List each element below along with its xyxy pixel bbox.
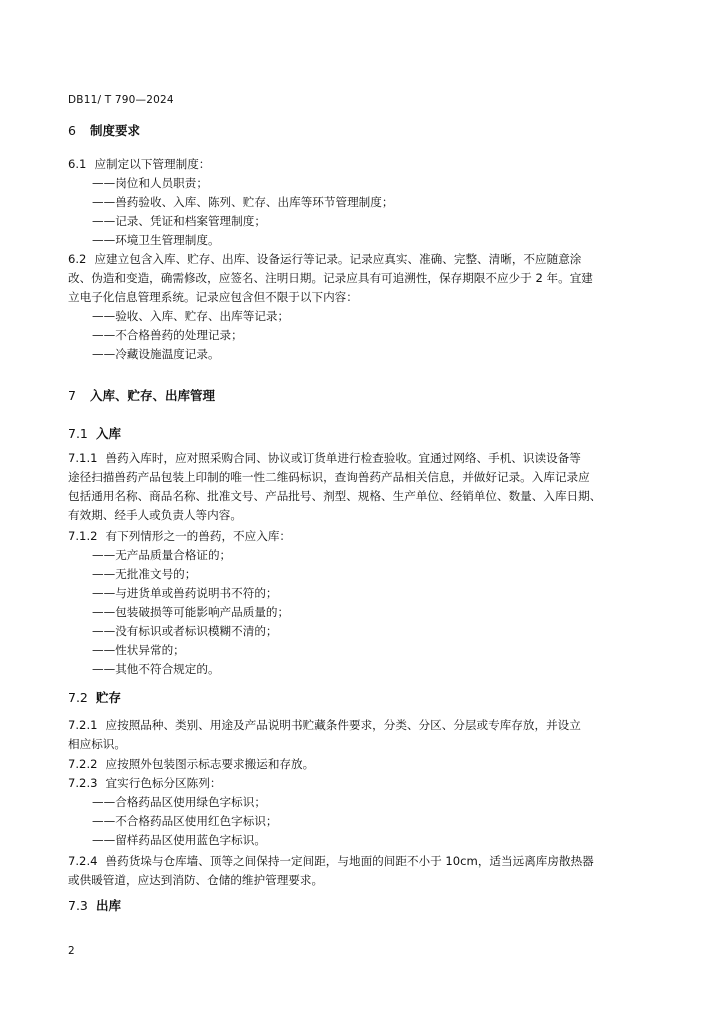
list-item: ——不合格兽药的处理记录；	[92, 328, 243, 342]
subsection-7-3-heading	[68, 896, 121, 914]
clause-number: 7.1.2	[68, 529, 98, 543]
list-item: ——验收、入库、贮存、出库等记录；	[92, 309, 290, 323]
clause-text: 应按照外包装图示标志要求搬运和存放。	[105, 757, 315, 771]
clause-7-2-1	[68, 716, 656, 754]
list-item: ——环境卫生管理制度。	[92, 233, 220, 247]
subsection-title: 出库	[96, 898, 122, 913]
section-number: 6	[68, 123, 76, 138]
clause-number: 7.2.3	[68, 776, 98, 790]
clause-6-1	[68, 155, 656, 174]
clause-number: 7.2.4	[68, 854, 98, 868]
subsection-title: 入库	[96, 426, 122, 441]
list-item: ——无批准文号的；	[92, 567, 197, 581]
clause-line-3: 立电子化信息管理系统。记录应包含但不限于以下内容：	[68, 290, 358, 304]
clause-line-1: 7.2.4 兽药货垛与仓库墙、顶等之间保持一定间距，与地面的间距不小于 10cm，适当远离库房散热器	[68, 854, 594, 868]
subsection-number: 7.1	[68, 426, 88, 441]
standard-number: DB11/ T 790—2024	[68, 94, 174, 106]
clause-line-1: 6.2 应建立包含入库、贮存、出库、设备运行等记录。记录应真实、准确、完整、清晰，不应随意涂	[68, 252, 582, 266]
subsection-number: 7.3	[68, 898, 88, 913]
clause-line-2: 或供暖管道，应达到消防、仓储的维护管理要求。	[68, 873, 324, 887]
section-title: 制度要求	[90, 123, 141, 138]
clause-number: 6.1	[68, 157, 87, 171]
clause-line-2: 改、伪造和变造，确需修改，应签名、注明日期。记录应具有可追溯性，保存期限不应少于 2 年。宜建	[68, 271, 593, 285]
clause-text: 宜实行色标分区陈列：	[105, 776, 222, 790]
clause-line-2: 途径扫描兽药产品包装上印制的唯一性二维码标识，查询兽药产品相关信息，并做好记录。入库记录应	[68, 470, 590, 484]
clause-line-1: 7.1.1 兽药入库时，应对照采购合同、协议或订货单进行检查验收。宜通过网络、手机、识读设备等	[68, 451, 581, 465]
list-item: ——包装破损等可能影响产品质量的；	[92, 605, 290, 619]
list-item: ——记录、凭证和档案管理制度；	[92, 214, 266, 228]
list-item: ——岗位和人员职责；	[92, 176, 208, 190]
clause-number: 7.2.2	[68, 757, 98, 771]
clause-line-4: 有效期、经手人或负责人等内容。	[68, 508, 242, 522]
list-item: ——其他不符合规定的。	[92, 662, 220, 676]
list-item: ——没有标识或者标识模糊不清的；	[92, 624, 278, 638]
list-item: ——与进货单或兽药说明书不符的；	[92, 586, 278, 600]
clause-line-1: 7.2.1 应按照品种、类别、用途及产品说明书贮藏条件要求，分类、分区、分层或专库存放，并设立	[68, 718, 581, 732]
section-number: 7	[68, 388, 76, 403]
clause-number: 6.2	[68, 252, 87, 266]
subsection-7-1-heading	[68, 424, 121, 442]
clause-text: 有下列情形之一的兽药，不应入库：	[105, 529, 292, 543]
clause-7-1-1	[68, 449, 656, 525]
clause-text: 应制定以下管理制度：	[94, 157, 211, 171]
subsection-title: 贮存	[96, 690, 122, 705]
subsection-7-2-heading	[68, 688, 121, 706]
section-title: 入库、贮存、出库管理	[90, 388, 216, 403]
subsection-number: 7.2	[68, 690, 88, 705]
clause-line-2: 相应标识。	[68, 737, 126, 751]
section-6-heading	[68, 121, 140, 139]
clause-7-1-2	[68, 527, 656, 546]
list-item: ——冷藏设施温度记录。	[92, 347, 220, 361]
list-item: ——合格药品区使用绿色字标识；	[92, 795, 266, 809]
page-number: 2	[68, 945, 75, 957]
clause-7-2-3	[68, 774, 656, 793]
clause-number: 7.1.1	[68, 451, 98, 465]
list-item: ——不合格药品区使用红色字标识；	[92, 814, 278, 828]
list-item: ——留样药品区使用蓝色字标识。	[92, 833, 266, 847]
list-item: ——性状异常的；	[92, 643, 185, 657]
section-7-heading	[68, 386, 215, 404]
list-item: ——无产品质量合格证的；	[92, 548, 232, 562]
clause-6-2	[68, 250, 656, 307]
clause-line-3: 包括通用名称、商品名称、批准文号、产品批号、剂型、规格、生产单位、经销单位、数量、入库日期、	[68, 489, 602, 503]
clause-7-2-2	[68, 755, 656, 774]
clause-number: 7.2.1	[68, 718, 98, 732]
list-item: ——兽药验收、入库、陈列、贮存、出库等环节管理制度；	[92, 195, 394, 209]
clause-7-2-4	[68, 852, 656, 890]
